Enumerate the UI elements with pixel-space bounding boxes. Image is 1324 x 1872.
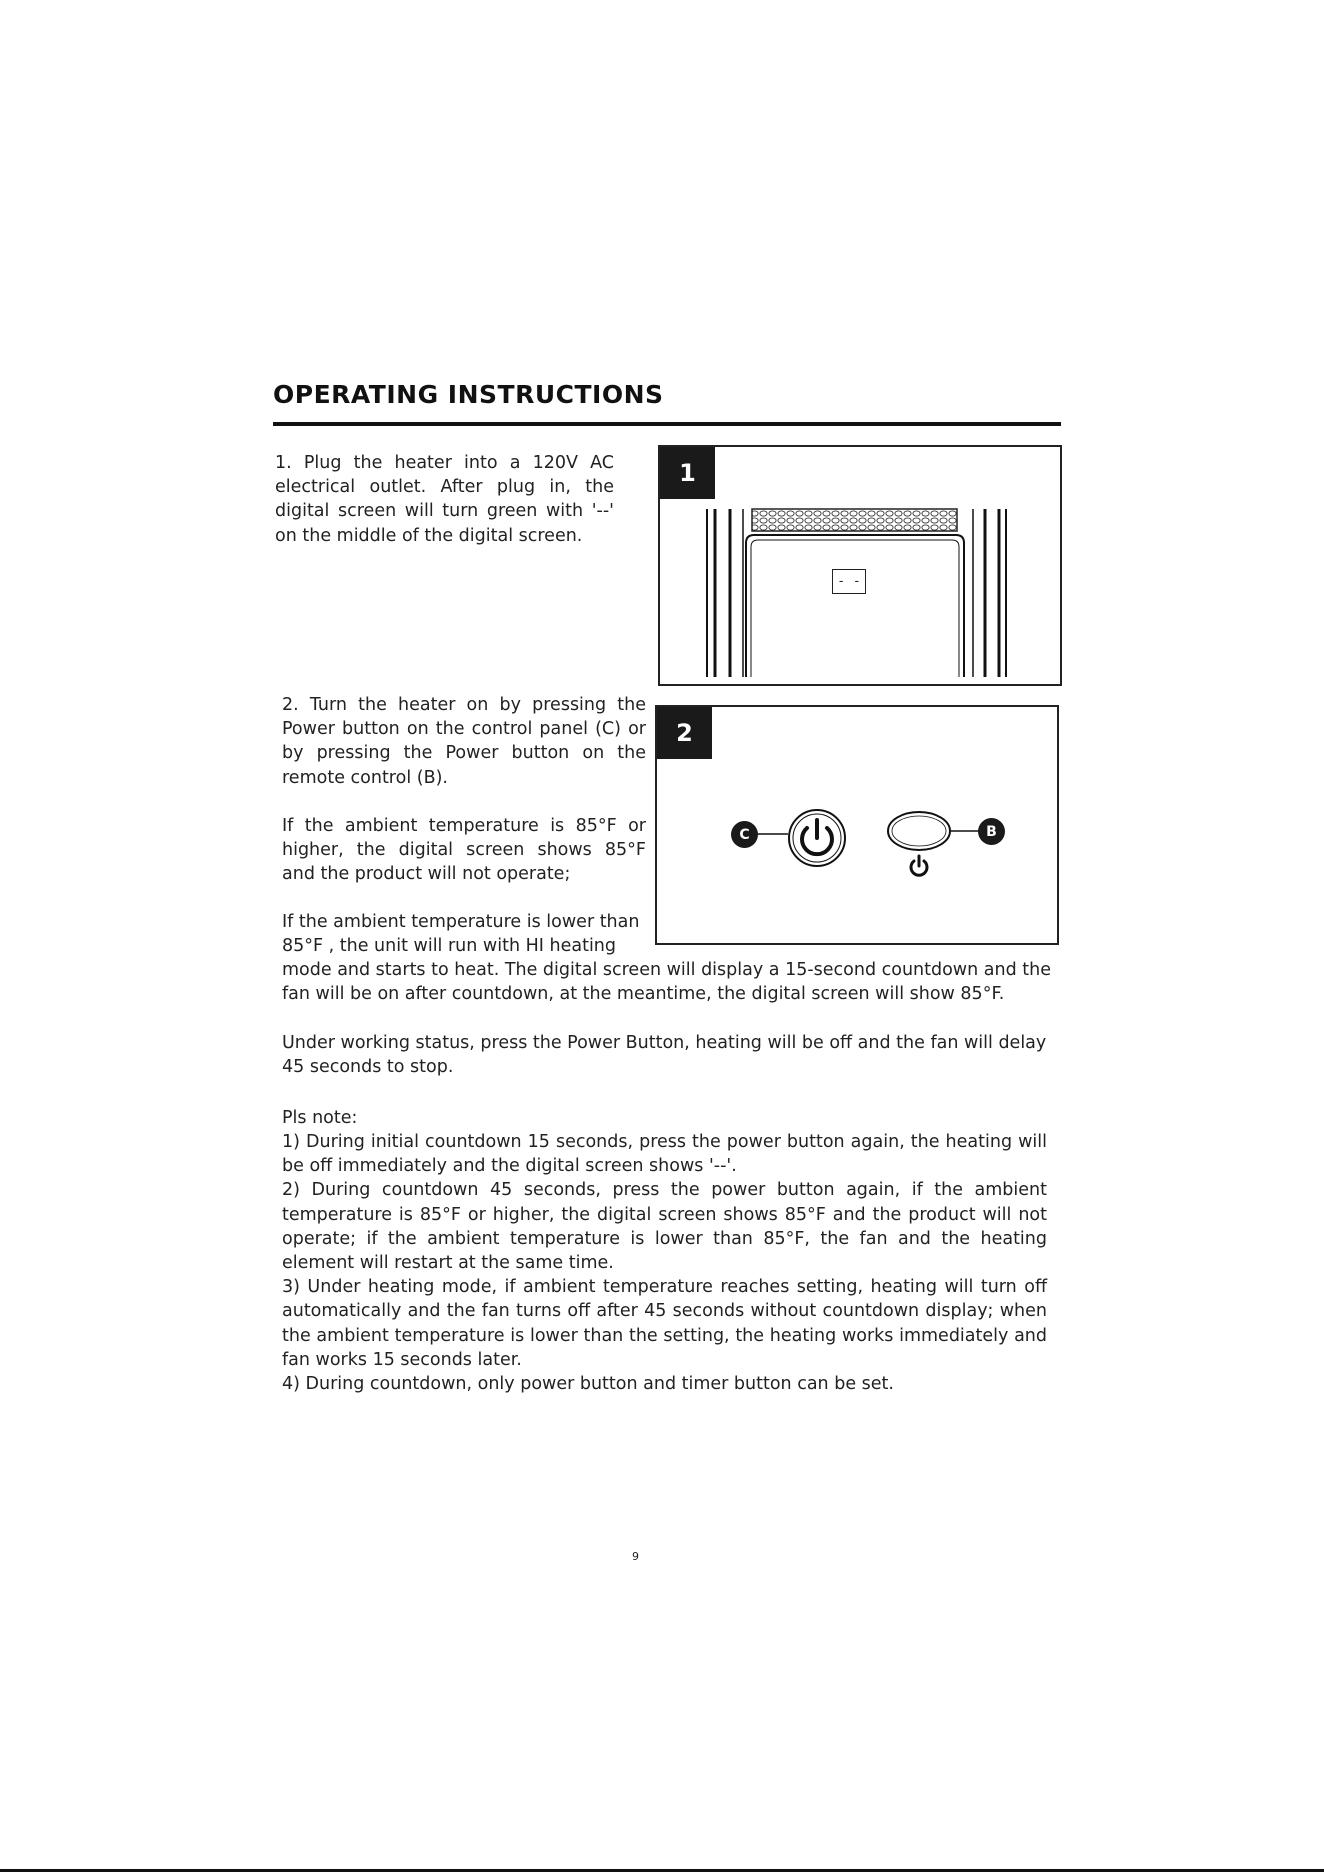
page-title: OPERATING INSTRUCTIONS: [273, 380, 664, 409]
note-item: 2) During countdown 45 seconds, press the power button again, if the ambient temperature is 85°F or higher, the digital screen shows 85°F and the product will not operate; if the ambient temperature is lower than 85°F, the fan and the heating element will restart at the same time.: [282, 1180, 1047, 1274]
note-heading: Pls note:: [282, 1108, 358, 1128]
page-number: 9: [632, 1550, 639, 1563]
para-lower-start: If the ambient temperature is lower than 85°F , the unit will run with HI heating: [282, 912, 640, 957]
figure-2-badge: 2: [657, 707, 712, 759]
notes-list: [282, 1130, 1047, 1396]
label-b-text: B: [986, 823, 997, 840]
heater-illustration: [660, 447, 1060, 684]
digital-screen-text: - -: [837, 574, 861, 589]
label-c-text: C: [739, 826, 750, 843]
note-item: 1) During initial countdown 15 seconds, press the power button again, the heating will be off immediately and the digital screen shows '--'.: [282, 1132, 1047, 1177]
remote-power-icon: [911, 856, 927, 875]
control-panel-power-icon: [789, 810, 845, 866]
title-underline: [273, 422, 1061, 426]
para-lower-cont: mode and starts to heat. The digital screen will display a 15-second countdown and the fan will be on after countdown, at the meantime, the digital screen will show 85°F.: [282, 960, 1051, 1005]
step1-text: 1. Plug the heater into a 120V AC electrical outlet. After plug in, the digital screen will turn green with '--' on the middle of the digital screen.: [275, 453, 614, 546]
note-item: 4) During countdown, only power button and timer button can be set.: [282, 1374, 894, 1395]
note-item: 3) Under heating mode, if ambient temperature reaches setting, heating will turn off automatically and the fan turns off after 45 seconds without countdown display; when the ambient temperature is lower than the setting, the heating works immediately and fan works 15 seconds later.: [282, 1277, 1047, 1370]
para-85-or-higher: If the ambient temperature is 85°F or higher, the digital screen shows 85°F and the product will not operate;: [282, 816, 646, 885]
digital-screen: [832, 569, 866, 594]
label-c-badge: [731, 821, 758, 848]
figure-1-badge: 1: [660, 447, 715, 499]
step2-text: 2. Turn the heater on by pressing the Power button on the control panel (C) or by pressing the Power button on the remote control (B).: [282, 695, 646, 788]
para-working-status: Under working status, press the Power Button, heating will be off and the fan will delay 45 seconds to stop.: [282, 1033, 1047, 1078]
label-b-badge: [978, 818, 1005, 845]
figure-2-controls: [655, 705, 1059, 945]
figure-1-heater: [658, 445, 1062, 686]
